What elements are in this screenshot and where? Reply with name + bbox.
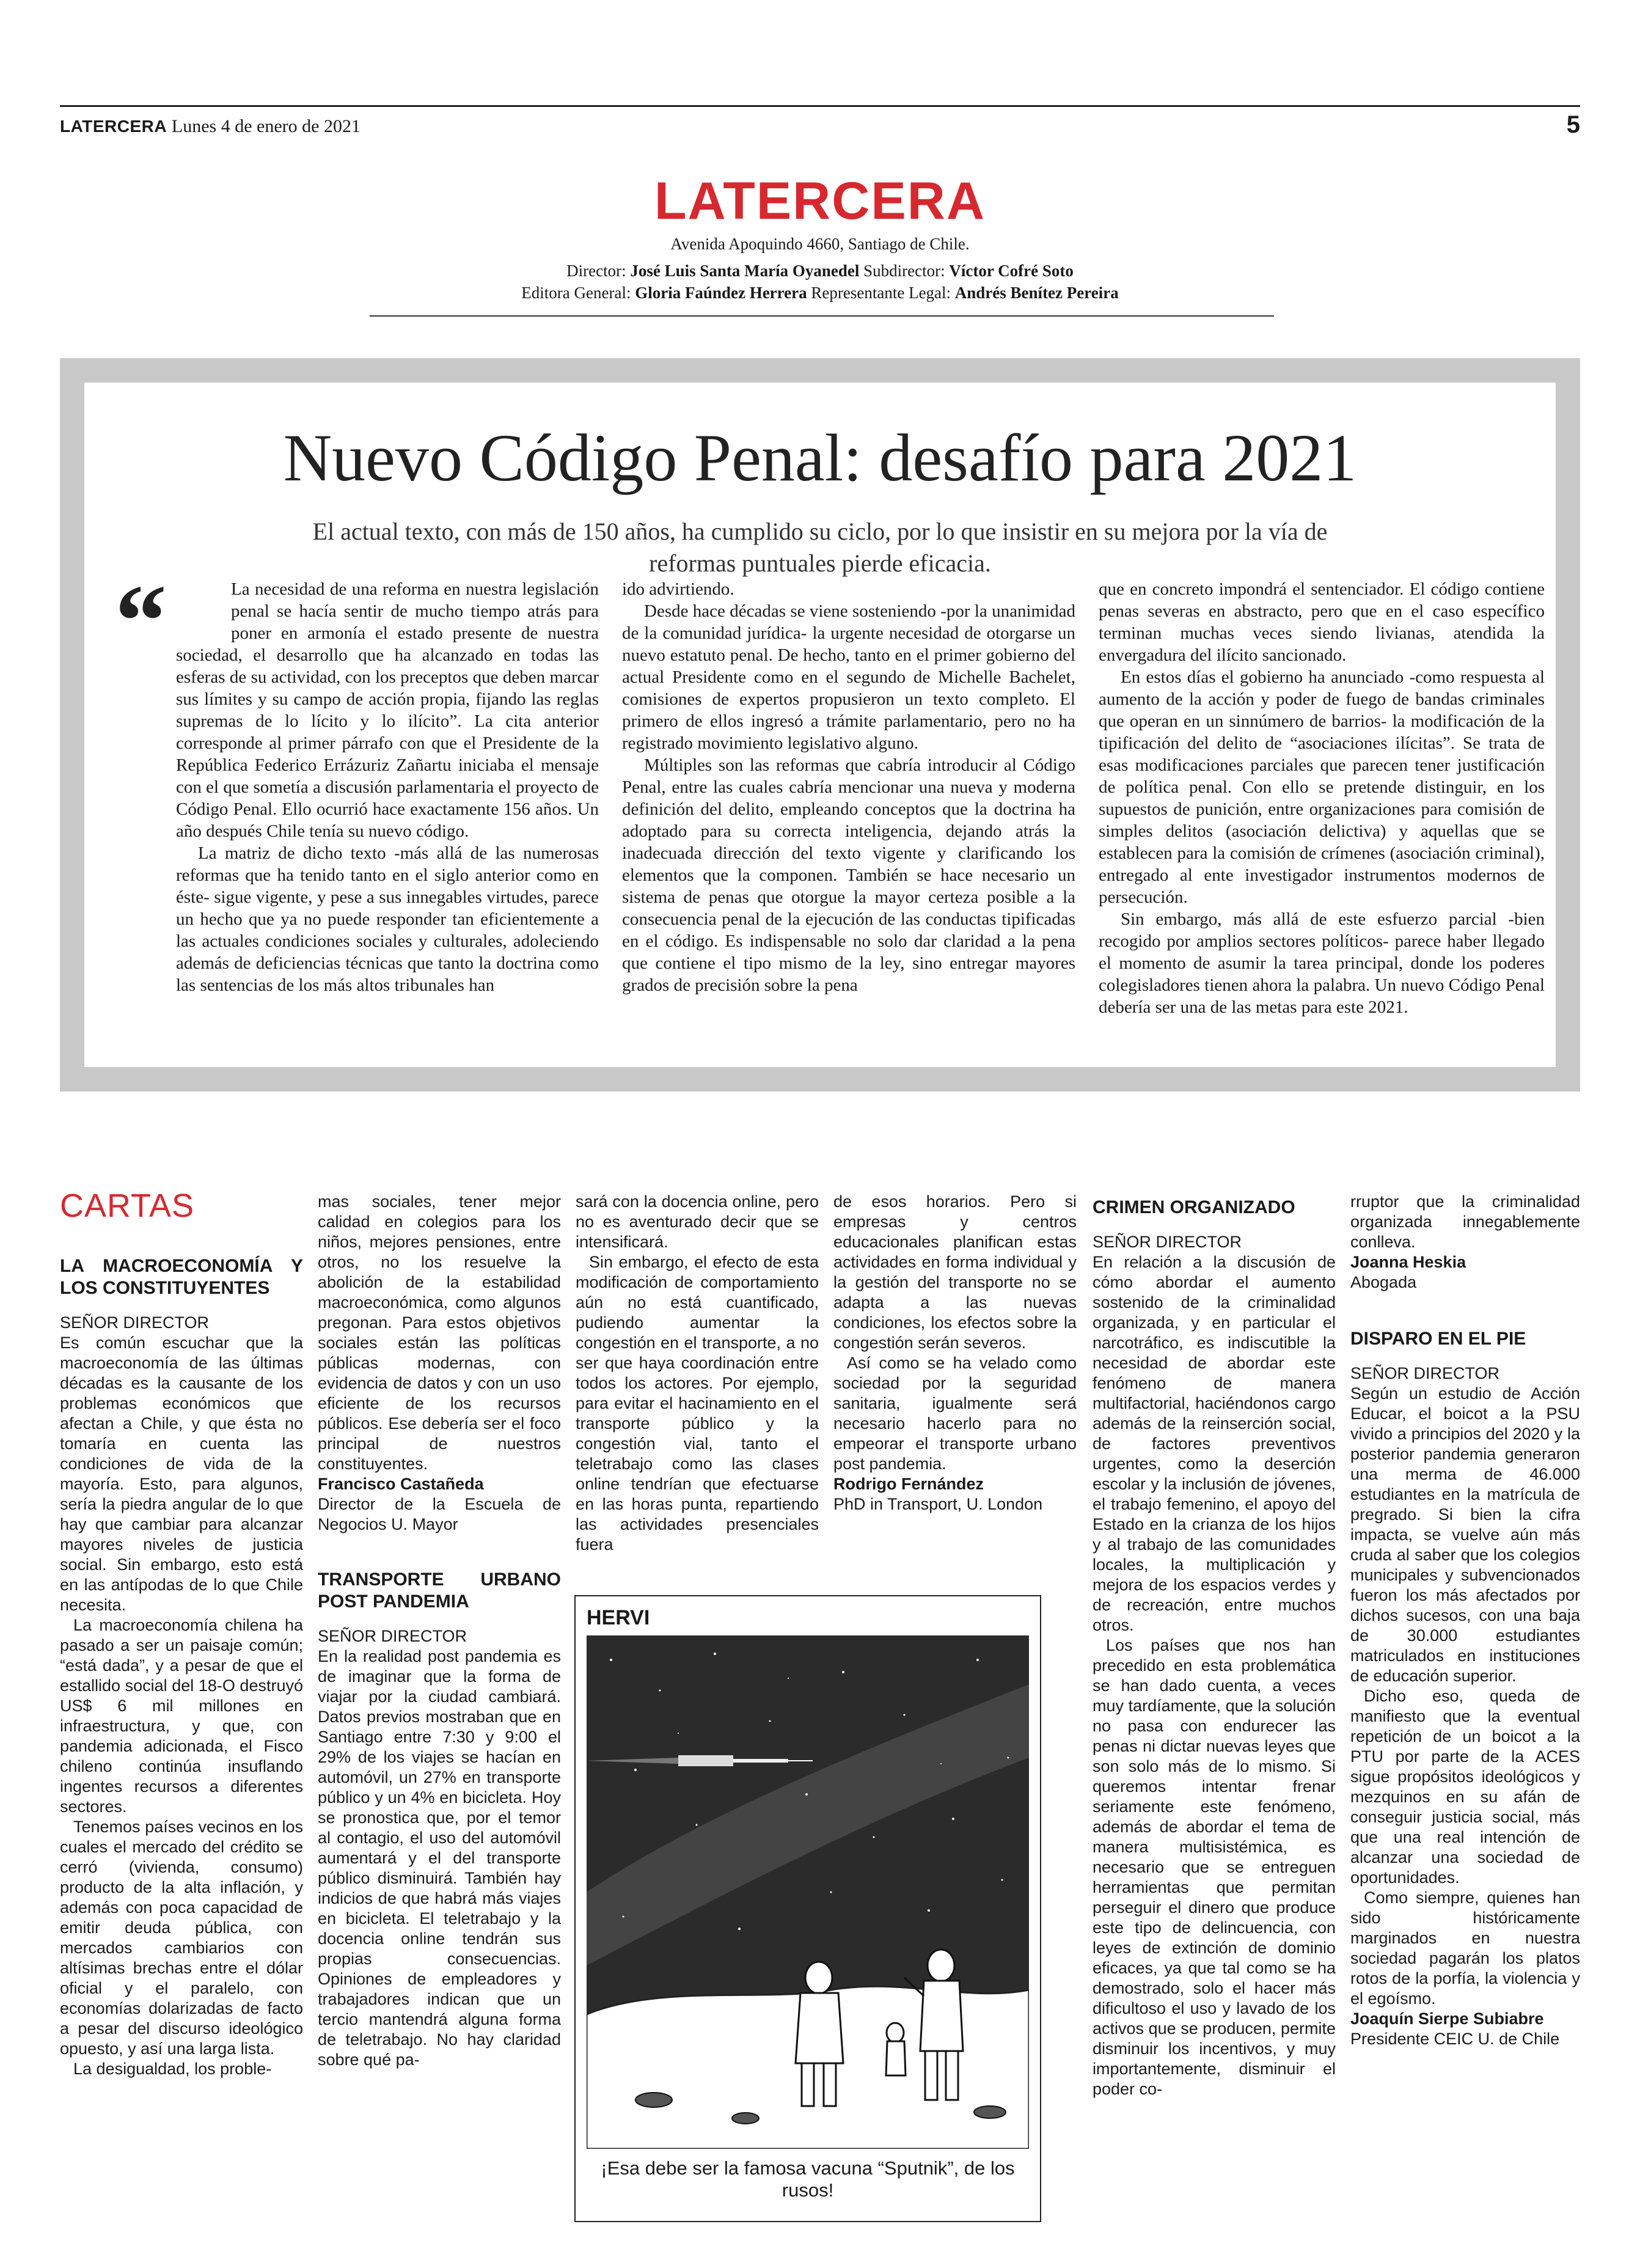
letter-title: DISPARO EN EL PIE bbox=[1350, 1329, 1526, 1349]
paragraph: Los países que nos han precedido en esta problemática se han dado cuenta, a veces muy tardíamente, que la solución no pasa con endurecer las penas ni dictar nuevas leyes que son solo más de lo mismo. Si queremos intentar frenar seriamente este fenómeno, además de abordar el tema de manera multisistémica, es necesario que se entreguen herramientas que permitan perseguir el dinero que produce este tipo de delincuencia, con leyes de extinción de dominio eficaces, ya que tal como se ha demostrado, solo el hacer más dificultoso el uso y lavado de los activos que se producen, permite disminuir los incentivos, y muy importantemente, disminuir el poder co- bbox=[1093, 1636, 1336, 2098]
paragraph: La desigualdad, los proble- bbox=[73, 2060, 272, 2078]
signer-name: Joaquín Sierpe Subiabre bbox=[1350, 2009, 1544, 2028]
masthead-staff-line-2: Editora General: Gloria Faúndez Herrera Representante Legal: Andrés Benítez Pereira bbox=[521, 284, 1119, 302]
top-rule bbox=[60, 105, 1580, 107]
cartas-column-6 bbox=[1350, 1192, 1580, 2049]
cartoon-night-sky-illustration bbox=[587, 1635, 1029, 2149]
paragraph: rruptor que la criminalidad organizada innegablemente conlleva. bbox=[1350, 1192, 1580, 1251]
masthead-staff-line-1: Director: José Luis Santa María Oyanedel Subdirector: Víctor Cofré Soto bbox=[566, 262, 1074, 280]
editorial-subtitle: El actual texto, con más de 150 años, ha cumplido su ciclo, por lo que insistir en su mejora por la vía de reformas puntuales pierde eficacia. bbox=[312, 518, 1328, 577]
signer-role: PhD in Transport, U. London bbox=[833, 1495, 1043, 1513]
paragraph: Múltiples son las reformas que cabría introducir al Código Penal, entre las cuales cabría mencionar una nueva y moderna definición del delito, empleando conceptos que la doctrina ha adoptado para su correcta inteligencia, dejando atrás la inadecuada dirección del texto vigente y clarificando los elementos que la componen. También se hace necesario un sistema de penas que otorgue la mayor certeza posible a la consecuencia penal de la ejecución de las conductas tipificadas en el código. Es indispensable no solo dar claridad a la pena que contiene el tipo mismo de la ley, sino entregar mayores grados de precisión sobre la pena bbox=[622, 755, 1075, 995]
paragraph: de esos horarios. Pero si empresas y centros educacionales planifican estas actividades en forma individual y la gestión del transporte no se adapta a las nuevas condiciones, los efectos sobre la congestión serán severos. bbox=[833, 1192, 1077, 1352]
signer-name: Rodrigo Fernández bbox=[833, 1475, 984, 1493]
page-number: 5 bbox=[1566, 111, 1580, 138]
paragraph: Así como se ha velado como sociedad por la seguridad sanitaria, igualmente será necesario hacerlo para no empeorar el transporte urbano post pandemia. bbox=[833, 1354, 1077, 1473]
editorial-column-2 bbox=[622, 578, 1075, 996]
salutation: SEÑOR DIRECTOR bbox=[1350, 1364, 1500, 1382]
paragraph: En la realidad post pandemia es de imaginar que la forma de viajar por la ciudad cambiará. Datos previos mostraban que en Santiago entre 7:30 y 9:00 el 29% de los viajes se hacían en automóvil, un 27% en transporte público y un 4% en bicicleta. Hoy se pronostica que, por el temor al contagio, el uso del automóvil aumentará y el del transporte público disminuirá. También hay indicios de que habrá más viajes en bicicleta. El teletrabajo y la docencia online tendrán sus propias consecuencias. Opiniones de empleadores y trabajadores indican que un tercio mantendrá alguna forma de teletrabajo. No hay claridad sobre qué pa- bbox=[318, 1647, 561, 2069]
paragraph: Es común escuchar que la macroeconomía de las últimas décadas es la causante de los problemas económicos que afectan a Chile, y que ésta no tomaría en cuenta las condiciones de vida de la mayoría. Esto, para algunos, sería la piedra angular de lo que hay que cambiar para alcanzar mayores niveles de justicia social. Sin embargo, esto está en las antípodas de lo que Chile necesita. bbox=[60, 1334, 303, 1614]
paragraph: En relación a la discusión de cómo abordar el aumento sostenido de la criminalidad organizada, y en particular el narcotráfico, es indiscutible la necesidad de abordar este fenómeno de manera multifactorial, haciéndonos cargo además de la reinserción social, de factores preventivos urgentes, como la deserción escolar y la inclusión de jóvenes, el trabajo femenino, el apoyo del Estado en la crianza de los hijos y al trabajo de las comunidades locales, la multiplicación y mejora de los espacios verdes y de recreación, entre muchos otros. bbox=[1093, 1253, 1336, 1634]
signer-name: Francisco Castañeda bbox=[318, 1475, 484, 1493]
editorial-column-1 bbox=[176, 578, 599, 996]
folio-date: Lunes 4 de enero de 2021 bbox=[171, 116, 361, 136]
cartas-column-1 bbox=[60, 1255, 303, 2079]
salutation: SEÑOR DIRECTOR bbox=[1093, 1233, 1242, 1251]
cartas-column-2 bbox=[318, 1192, 561, 2070]
cartoon-caption: ¡Esa debe ser la famosa vacuna “Sputnik”, de los rusos! bbox=[601, 2157, 1015, 2201]
paragraph: En estos días el gobierno ha anunciado -como respuesta al aumento de la acción y poder de fuego de bandas criminales que operan en un sinnúmero de barrios- la modificación de la tipificación del delito de “asociaciones ilícitas”. Se trata de esas modificaciones parciales que parecen tener justificación de política penal. Con ello se pretende distinguir, en los supuestos de punición, entre organizaciones para comisión de simples delitos (asociación delictiva) y aquellas que se establecen para la comisión de crímenes (asociación criminal), entregado al ente investigador instrumentos modernos de persecución. bbox=[1099, 667, 1545, 907]
folio bbox=[60, 116, 361, 137]
masthead-address: Avenida Apoquindo 4660, Santiago de Chile. bbox=[670, 235, 970, 253]
paragraph: Sin embargo, el efecto de esta modificación de comportamiento aún no está cuantificado, pudiendo aumentar la congestión en el transporte, a no ser que haya coordinación entre todos los actores. Por ejemplo, para evitar el hacinamiento en el transporte público y la congestión vial, tanto el teletrabajo como las clases online tendrían que efectuarse en las horas punta, repartiendo las actividades presenciales fuera bbox=[576, 1253, 819, 1554]
editorial-frame bbox=[60, 358, 1580, 1092]
editorial-column-3 bbox=[1099, 578, 1545, 1018]
paragraph: sará con la docencia online, pero no es aventurado decir que se intensificará. bbox=[576, 1192, 819, 1251]
cartas-column-5 bbox=[1093, 1197, 1336, 2099]
letter-title: TRANSPORTE URBANO POST PANDEMIA bbox=[318, 1569, 561, 1612]
paragraph: que en concreto impondrá el sentenciador. El código contiene penas severas en abstracto, pero que en el caso específico terminan muchas veces siendo livianas, atendida la envergadura del ilícito sancionado. bbox=[1099, 579, 1545, 665]
masthead-rule bbox=[370, 315, 1274, 317]
cartas-column-3 bbox=[576, 1192, 819, 1555]
paragraph: ido advirtiendo. bbox=[622, 579, 734, 599]
paragraph: La matriz de dicho texto -más allá de las numerosas reformas que ha tenido tanto en el siglo anterior como en éste- sigue vigente, y pese a sus innegables virtudes, parece un hecho que ya no puede responder tan eficientemente a las actuales condiciones sociales y culturales, adoleciendo además de deficiencias técnicas que tanto la doctrina como las sentencias de los más altos tribunales han bbox=[176, 843, 599, 995]
paragraph: mas sociales, tener mejor calidad en colegios para los niños, mejores pensiones, entre otros, no los resuelve la abolición de la estabilidad macroeconómica, como algunos pregonan. Para estos objetivos sociales están las políticas públicas modernas, con evidencia de datos y con un uso eficiente de los recursos públicos. Ese debería ser el foco principal de nuestros constituyentes. bbox=[318, 1192, 561, 1473]
masthead-logo: LATERCERA bbox=[654, 172, 986, 230]
paragraph: Sin embargo, más allá de este esfuerzo parcial -bien recogido por amplios sectores políticos- parece haber llegado el momento de asumir la tarea principal, donde los poderes colegisladores tienen ahora la palabra. Un nuevo Código Penal debería ser una de las metas para este 2021. bbox=[1099, 909, 1545, 1017]
editorial-title: Nuevo Código Penal: desafío para 2021 bbox=[283, 420, 1357, 495]
paragraph: Desde hace décadas se viene sosteniendo -por la unanimidad de la comunidad jurídica- la urgente necesidad de otorgarse un nuevo estatuto penal. De hecho, tanto en el primer gobierno del actual Presidente como en el segundo de Michelle Bachelet, comisiones de expertos propusieron un texto completo. El primero de ellos ingresó a trámite parlamentario, pero no ha registrado movimiento legislativo alguno. bbox=[622, 601, 1075, 753]
signer-role: Abogada bbox=[1350, 1273, 1417, 1291]
section-title: CARTAS bbox=[60, 1187, 195, 1224]
letter-title: LA MACROECONOMÍA Y LOS CONSTITUYENTES bbox=[60, 1256, 303, 1298]
salutation: SEÑOR DIRECTOR bbox=[60, 1313, 210, 1332]
salutation: SEÑOR DIRECTOR bbox=[318, 1627, 467, 1645]
paragraph: Como siempre, quienes han sido históricamente marginados en nuestra sociedad pagarán los platos rotos de la porfía, la violencia y el egoísmo. bbox=[1350, 1888, 1580, 2008]
folio-brand: LATERCERA bbox=[60, 117, 167, 136]
paragraph: Según un estudio de Acción Educar, el boicot a la PSU vivido a principios del 2020 y la posterior pandemia generaron una merma de 46.000 estudiantes en la matrícula de pregrado. Si bien la cifra impacta, se vuelve aún más cruda al saber que los colegios municipales y subvencionados fueron los más afectados por dichos sucesos, con una baja de 30.000 estudiantes matriculados en instituciones de educación superior. bbox=[1350, 1384, 1580, 1685]
quote-mark-icon: “ bbox=[115, 563, 167, 678]
signer-role: Director de la Escuela de Negocios U. Mayor bbox=[318, 1495, 561, 1533]
paragraph: Tenemos países vecinos en los cuales el mercado del crédito se cerró (vivienda, consumo) producto de la alta inflación, y además con poca capacidad de emitir deuda pública, con mercados cambiarios con altísimas brechas entre el dólar oficial y el paralelo, con economías dolarizadas de facto a pesar del discurso ideológico opuesto, y así una larga lista. bbox=[60, 1818, 303, 2058]
signer-name: Joanna Heskia bbox=[1350, 1253, 1466, 1271]
paragraph: Dicho eso, queda de manifiesto que la eventual repetición de un boicot a la PTU por parte de la ACES sigue propósitos ideológicos y mezquinos en su afán de conseguir justicia social, más que una real intención de alcanzar una sociedad de oportunidades. bbox=[1350, 1687, 1580, 1887]
cartoon-artist-label: HERVI bbox=[587, 1606, 650, 1629]
paragraph: La necesidad de una reforma en nuestra legislación penal se hacía sentir de mucho tiempo atrás para poner en armonía el estado presente de nuestra sociedad, el desarrollo que ha alcanzado en todas las esferas de su actividad, con los preceptos que deben marcar sus límites y su campo de acción propia, fijando las reglas supremas de lo lícito y lo ilícito”. La cita anterior corresponde al primer párrafo con que el Presidente de la República Federico Errázuriz Zañartu iniciaba el mensaje con el que sometía a discusión parlamentaria el proyecto de Código Penal. Ello ocurrió hace exactamente 156 años. Un año después Chile tenía su nuevo código. bbox=[176, 579, 599, 841]
letter-title: CRIMEN ORGANIZADO bbox=[1093, 1197, 1295, 1217]
editorial bbox=[84, 383, 1556, 1067]
paragraph: La macroeconomía chilena ha pasado a ser un paisaje común; “está dada”, y a pesar de que el estallido social del 18-O destruyó US$ 6 mil millones en infraestructura, y que, con pandemia adicionada, el Fisco chileno continúa insuflando ingentes recursos a diferentes sectores. bbox=[60, 1616, 303, 1816]
cartas-column-4 bbox=[833, 1192, 1077, 1514]
cartoon bbox=[574, 1595, 1041, 2222]
signer-role: Presidente CEIC U. de Chile bbox=[1350, 2030, 1560, 2048]
